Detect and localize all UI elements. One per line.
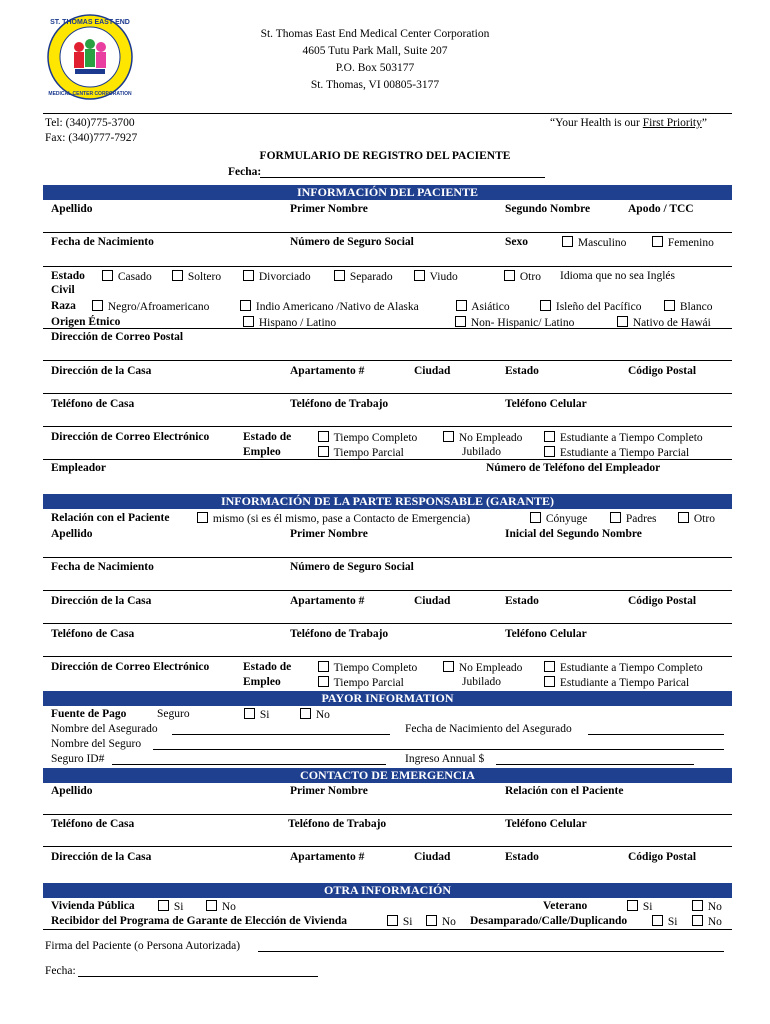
label-desamparado: Desamparado/Calle/Duplicando [470, 915, 628, 927]
label-recibidor-programa: Recibidor del Programa de Garante de Elección de Vivienda [51, 915, 347, 927]
label-telefono-celular: Teléfono Celular [505, 398, 587, 410]
row-divider [43, 557, 732, 558]
label-telefono-empleador: Número de Teléfono del Empleador [486, 462, 661, 474]
label-e-apellido: Apellido [51, 785, 93, 797]
label-g-direccion-casa: Dirección de la Casa [51, 595, 152, 607]
label-direccion-casa: Dirección de la Casa [51, 365, 152, 377]
checkbox-seguro-no[interactable]: No [300, 708, 330, 721]
logo-text-top: ST. THOMAS EAST END [50, 19, 130, 26]
logo-text-bottom: MEDICAL CENTER CORPORATION [48, 91, 132, 97]
section-guarantor-header: INFORMACIÓN DE LA PARTE RESPONSABLE (GARANTE) [43, 494, 732, 509]
label-g-estado: Estado [505, 595, 539, 607]
label-g-telefono-casa: Teléfono de Casa [51, 628, 135, 640]
label-civil: Civil [51, 284, 75, 296]
label-firma: Firma del Paciente (o Persona Autorizada) [45, 940, 241, 952]
label-nombre-seguro: Nombre del Seguro [51, 738, 142, 750]
checkbox-hispano[interactable]: Hispano / Latino [243, 316, 336, 329]
checkbox-no-hispano[interactable]: Non- Hispanic/ Latino [455, 316, 574, 329]
label-origen-etnico: Origen Étnico [51, 316, 121, 328]
label-apartamento: Apartamento # [290, 365, 365, 377]
label-apellido: Apellido [51, 203, 93, 215]
label-g-estado-empleo-1: Estado de [243, 661, 292, 673]
row-divider [43, 846, 732, 847]
org-address-2: P.O. Box 503177 [335, 62, 415, 74]
label-direccion-postal: Dirección de Correo Postal [51, 331, 184, 343]
checkbox-isleno[interactable]: Isleño del Pacífico [540, 300, 641, 313]
label-g-apartamento: Apartamento # [290, 595, 365, 607]
row-divider [43, 590, 732, 591]
org-name: St. Thomas East End Medical Center Corporation [260, 28, 490, 40]
row-divider [43, 459, 732, 460]
label-e-direccion-casa: Dirección de la Casa [51, 851, 152, 863]
label-ciudad: Ciudad [414, 365, 451, 377]
label-sexo: Sexo [505, 236, 528, 248]
label-telefono-casa: Teléfono de Casa [51, 398, 135, 410]
label-g-jubilado: Jubilado [462, 676, 501, 688]
row-divider [43, 814, 732, 815]
org-slogan: “Your Health is our First Priority” [550, 117, 707, 129]
form-title: FORMULARIO DE REGISTRO DEL PACIENTE [259, 150, 511, 162]
label-nombre-asegurado: Nombre del Asegurado [51, 723, 158, 735]
checkbox-recibidor-no[interactable]: No [426, 915, 456, 928]
label-email: Dirección de Correo Electrónico [51, 431, 210, 443]
label-e-primer-nombre: Primer Nombre [290, 785, 368, 797]
checkbox-g-tiempo-completo[interactable]: Tiempo Completo [318, 661, 417, 674]
label-fecha-nac-asegurado: Fecha de Nacimiento del Asegurado [405, 723, 572, 735]
header-divider [43, 113, 732, 114]
checkbox-asiatico[interactable]: Asiático [456, 300, 510, 313]
checkbox-otro-relacion[interactable]: Otro [678, 512, 715, 525]
label-g-fecha-nacimiento: Fecha de Nacimiento [51, 561, 154, 573]
label-estado-empleo-2: Empleo [243, 446, 281, 458]
label-segundo-nombre: Segundo Nombre [505, 203, 591, 215]
section-patient-info-header: INFORMACIÓN DEL PACIENTE [43, 185, 732, 200]
field-nombre-asegurado[interactable] [172, 723, 390, 735]
section-emergency-header: CONTACTO DE EMERGENCIA [43, 768, 732, 783]
checkbox-g-tiempo-parcial[interactable]: Tiempo Parcial [318, 676, 404, 689]
checkbox-soltero[interactable]: Soltero [172, 270, 221, 283]
checkbox-tiempo-parcial[interactable]: Tiempo Parcial [318, 446, 404, 459]
label-relacion-paciente: Relación con el Paciente [51, 512, 170, 524]
checkbox-desamparado-si[interactable]: Si [652, 915, 677, 928]
field-seguro-id[interactable] [112, 753, 386, 765]
label-ingreso-anual: Ingreso Annual $ [405, 753, 485, 765]
label-e-telefono-trabajo: Teléfono de Trabajo [288, 818, 387, 830]
form-date-label: Fecha: [228, 166, 262, 178]
checkbox-negro[interactable]: Negro/Afroamericano [92, 300, 209, 313]
row-divider [43, 360, 732, 361]
org-fax: Fax: (340)777-7927 [45, 132, 138, 144]
row-divider [43, 232, 732, 233]
checkbox-recibidor-si[interactable]: Si [387, 915, 412, 928]
row-divider [43, 623, 732, 624]
checkbox-tiempo-completo[interactable]: Tiempo Completo [318, 431, 417, 444]
label-e-codigo-postal: Código Postal [628, 851, 697, 863]
organization-logo [47, 14, 133, 100]
checkbox-casado[interactable]: Casado [102, 270, 152, 283]
label-g-telefono-celular: Teléfono Celular [505, 628, 587, 640]
label-e-ciudad: Ciudad [414, 851, 451, 863]
label-g-codigo-postal: Código Postal [628, 595, 697, 607]
org-tel: Tel: (340)775-3700 [45, 117, 135, 129]
field-nombre-seguro[interactable] [153, 738, 724, 750]
checkbox-estudiante-parcial[interactable]: Estudiante a Tiempo Parcial [544, 446, 689, 459]
checkbox-vivienda-si[interactable]: Si [158, 900, 183, 913]
label-g-estado-empleo-2: Empleo [243, 676, 281, 688]
form-date-field[interactable] [260, 166, 545, 178]
checkbox-veterano-no[interactable]: No [692, 900, 722, 913]
row-divider [43, 929, 732, 930]
checkbox-divorciado[interactable]: Divorciado [243, 270, 311, 283]
label-g-apellido: Apellido [51, 528, 93, 540]
label-veterano: Veterano [543, 900, 588, 912]
checkbox-viudo[interactable]: Viudo [414, 270, 458, 283]
label-estado-civil: Estado [51, 270, 85, 282]
label-e-relacion: Relación con el Paciente [505, 785, 624, 797]
label-e-apartamento: Apartamento # [290, 851, 365, 863]
row-divider [43, 266, 732, 267]
checkbox-g-no-empleado[interactable]: No Empleado [443, 661, 522, 674]
label-e-telefono-celular: Teléfono Celular [505, 818, 587, 830]
label-fecha-firma: Fecha: [45, 965, 76, 977]
checkbox-vivienda-no[interactable]: No [206, 900, 236, 913]
label-e-telefono-casa: Teléfono de Casa [51, 818, 135, 830]
label-g-email: Dirección de Correo Electrónico [51, 661, 210, 673]
field-firma[interactable] [258, 940, 724, 952]
checkbox-veterano-si[interactable]: Si [627, 900, 652, 913]
row-divider [43, 426, 732, 427]
checkbox-otro[interactable]: Otro [504, 270, 541, 283]
checkbox-padres[interactable]: Padres [610, 512, 657, 525]
label-fuente-pago: Fuente de Pago [51, 708, 127, 720]
label-codigo-postal: Código Postal [628, 365, 697, 377]
row-divider [43, 393, 732, 394]
row-divider [43, 656, 732, 657]
checkbox-estudiante-completo[interactable]: Estudiante a Tiempo Completo [544, 431, 703, 444]
field-ingreso-anual[interactable] [496, 753, 694, 765]
section-payor-header: PAYOR INFORMATION [43, 691, 732, 706]
label-vivienda-publica: Vivienda Pública [51, 900, 135, 912]
checkbox-seguro-si[interactable]: Si [244, 708, 269, 721]
checkbox-desamparado-no[interactable]: No [692, 915, 722, 928]
label-g-ssn: Número de Seguro Social [290, 561, 414, 573]
org-address-3: St. Thomas, VI 00805-3177 [310, 79, 440, 91]
checkbox-g-estudiante-completo[interactable]: Estudiante a Tiempo Completo [544, 661, 703, 674]
checkbox-hawai[interactable]: Nativo de Hawái [617, 316, 711, 329]
label-ssn: Número de Seguro Social [290, 236, 414, 248]
row-divider [43, 328, 732, 329]
label-estado: Estado [505, 365, 539, 377]
field-fecha-firma[interactable] [78, 965, 318, 977]
label-empleador: Empleador [51, 462, 106, 474]
label-fecha-nacimiento: Fecha de Nacimiento [51, 236, 154, 248]
checkbox-femenino[interactable]: Femenino [652, 236, 714, 249]
label-g-primer-nombre: Primer Nombre [290, 528, 368, 540]
label-estado-empleo-1: Estado de [243, 431, 292, 443]
label-g-ciudad: Ciudad [414, 595, 451, 607]
section-other-header: OTRA INFORMACIÓN [43, 883, 732, 898]
checkbox-conyuge[interactable]: Cónyuge [530, 512, 587, 525]
label-primer-nombre: Primer Nombre [290, 203, 368, 215]
label-g-telefono-trabajo: Teléfono de Trabajo [290, 628, 389, 640]
label-seguro-id: Seguro ID# [51, 753, 105, 765]
label-g-inicial: Inicial del Segundo Nombre [505, 528, 642, 540]
checkbox-blanco[interactable]: Blanco [664, 300, 712, 313]
checkbox-masculino[interactable]: Masculino [562, 236, 626, 249]
label-seguro: Seguro [157, 708, 190, 720]
field-fecha-nac-asegurado[interactable] [588, 723, 724, 735]
checkbox-no-empleado[interactable]: No Empleado [443, 431, 522, 444]
label-raza: Raza [51, 300, 76, 312]
checkbox-separado[interactable]: Separado [334, 270, 393, 283]
checkbox-indio[interactable]: Indio Americano /Nativo de Alaska [240, 300, 419, 313]
org-address-1: 4605 Tutu Park Mall, Suite 207 [302, 45, 448, 57]
label-e-estado: Estado [505, 851, 539, 863]
label-telefono-trabajo: Teléfono de Trabajo [290, 398, 389, 410]
label-jubilado: Jubilado [462, 446, 501, 458]
label-idioma: Idioma que no sea Inglés [560, 270, 675, 282]
checkbox-g-estudiante-parcial[interactable]: Estudiante a Tiempo Parical [544, 676, 689, 689]
label-apodo: Apodo / TCC [628, 203, 694, 215]
checkbox-mismo[interactable]: mismo (si es él mismo, pase a Contacto de Emergencia) [197, 512, 470, 525]
